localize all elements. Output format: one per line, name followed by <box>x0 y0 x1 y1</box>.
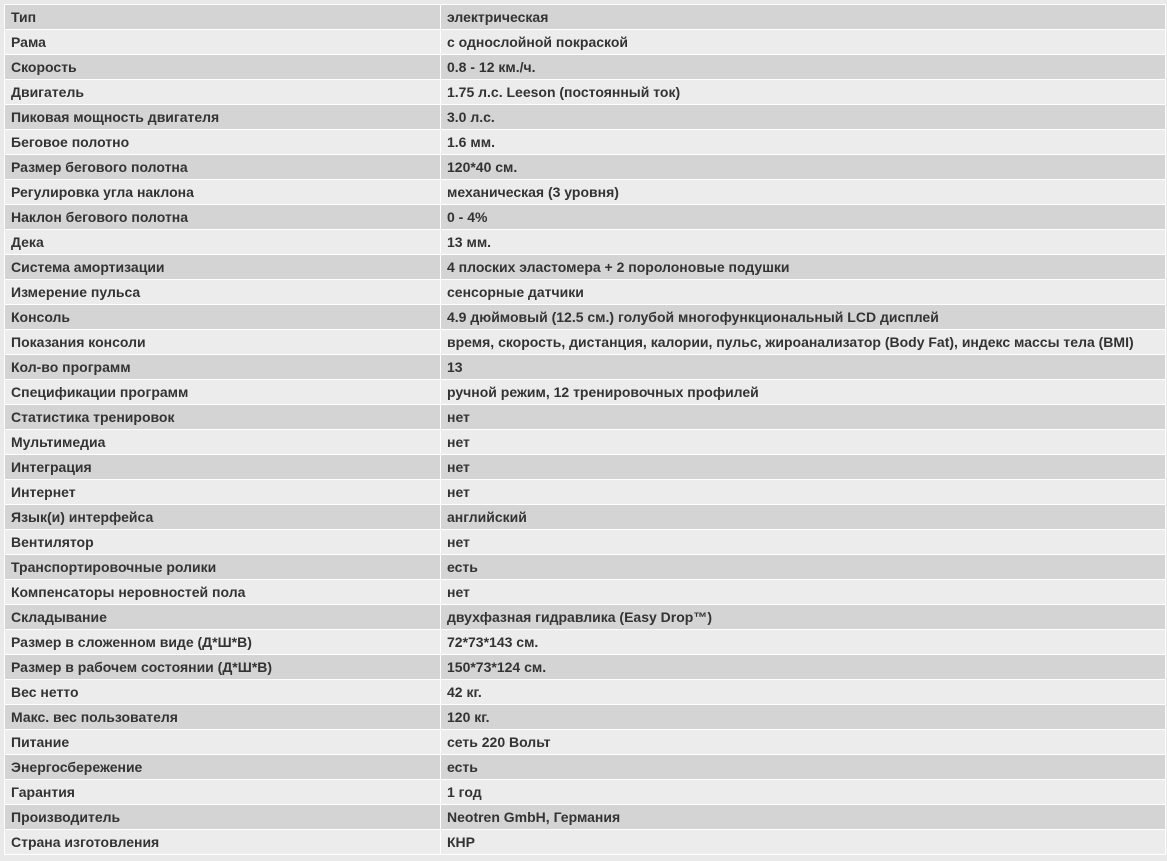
spec-label: Кол-во программ <box>5 355 441 380</box>
spec-row <box>5 480 1166 505</box>
spec-value: 150*73*124 см. <box>441 655 1166 680</box>
spec-label: Система амортизации <box>5 255 441 280</box>
spec-value: 120 кг. <box>441 705 1166 730</box>
spec-value: есть <box>441 555 1166 580</box>
spec-row <box>5 5 1166 30</box>
spec-label: Пиковая мощность двигателя <box>5 105 441 130</box>
spec-label: Язык(и) интерфейса <box>5 505 441 530</box>
spec-value: КНР <box>441 830 1166 855</box>
spec-row <box>5 430 1166 455</box>
spec-value: 4 плоских эластомера + 2 поролоновые подушки <box>441 255 1166 280</box>
spec-label: Питание <box>5 730 441 755</box>
specifications-table <box>4 4 1166 855</box>
spec-row <box>5 505 1166 530</box>
spec-value: 3.0 л.с. <box>441 105 1166 130</box>
spec-label: Транспортировочные ролики <box>5 555 441 580</box>
spec-row <box>5 80 1166 105</box>
spec-row <box>5 780 1166 805</box>
spec-label: Тип <box>5 5 441 30</box>
spec-row <box>5 455 1166 480</box>
spec-label: Рама <box>5 30 441 55</box>
spec-label: Интеграция <box>5 455 441 480</box>
spec-label: Энергосбережение <box>5 755 441 780</box>
spec-row <box>5 680 1166 705</box>
spec-label: Регулировка угла наклона <box>5 180 441 205</box>
spec-row <box>5 405 1166 430</box>
spec-label: Компенсаторы неровностей пола <box>5 580 441 605</box>
spec-label: Интернет <box>5 480 441 505</box>
spec-label: Спецификации программ <box>5 380 441 405</box>
spec-value: 1.75 л.с. Leeson (постоянный ток) <box>441 80 1166 105</box>
spec-row <box>5 105 1166 130</box>
spec-row <box>5 130 1166 155</box>
spec-row <box>5 805 1166 830</box>
spec-label: Мультимедиа <box>5 430 441 455</box>
spec-row <box>5 230 1166 255</box>
spec-value: сенсорные датчики <box>441 280 1166 305</box>
spec-value: время, скорость, дистанция, калории, пульс, жироанализатор (Body Fat), индекс массы тела (BMI) <box>441 330 1166 355</box>
spec-label: Гарантия <box>5 780 441 805</box>
spec-value: электрическая <box>441 5 1166 30</box>
spec-value: 0 - 4% <box>441 205 1166 230</box>
spec-row <box>5 755 1166 780</box>
spec-label: Складывание <box>5 605 441 630</box>
spec-value: 1 год <box>441 780 1166 805</box>
spec-value: английский <box>441 505 1166 530</box>
spec-label: Макс. вес пользователя <box>5 705 441 730</box>
spec-value: 72*73*143 см. <box>441 630 1166 655</box>
spec-row <box>5 555 1166 580</box>
spec-value: нет <box>441 455 1166 480</box>
spec-value: есть <box>441 755 1166 780</box>
spec-label: Вентилятор <box>5 530 441 555</box>
spec-row <box>5 630 1166 655</box>
spec-label: Размер бегового полотна <box>5 155 441 180</box>
spec-row <box>5 580 1166 605</box>
spec-label: Размер в сложенном виде (Д*Ш*В) <box>5 630 441 655</box>
spec-value: 1.6 мм. <box>441 130 1166 155</box>
spec-value: механическая (3 уровня) <box>441 180 1166 205</box>
spec-value: нет <box>441 430 1166 455</box>
spec-row <box>5 530 1166 555</box>
spec-row <box>5 330 1166 355</box>
spec-value: 4.9 дюймовый (12.5 см.) голубой многофункциональный LCD дисплей <box>441 305 1166 330</box>
spec-label: Двигатель <box>5 80 441 105</box>
spec-value: нет <box>441 580 1166 605</box>
spec-label: Скорость <box>5 55 441 80</box>
spec-label: Производитель <box>5 805 441 830</box>
spec-label: Консоль <box>5 305 441 330</box>
spec-value: 13 мм. <box>441 230 1166 255</box>
spec-row <box>5 280 1166 305</box>
spec-value: с однослойной покраской <box>441 30 1166 55</box>
spec-row <box>5 655 1166 680</box>
spec-value: 120*40 см. <box>441 155 1166 180</box>
spec-value: 0.8 - 12 км./ч. <box>441 55 1166 80</box>
spec-row <box>5 155 1166 180</box>
spec-row <box>5 305 1166 330</box>
spec-label: Дека <box>5 230 441 255</box>
spec-value: двухфазная гидравлика (Easy Drop™) <box>441 605 1166 630</box>
spec-row <box>5 55 1166 80</box>
spec-value: Neotren GmbH, Германия <box>441 805 1166 830</box>
spec-row <box>5 255 1166 280</box>
spec-value: ручной режим, 12 тренировочных профилей <box>441 380 1166 405</box>
spec-row <box>5 705 1166 730</box>
spec-value: 13 <box>441 355 1166 380</box>
spec-label: Статистика тренировок <box>5 405 441 430</box>
spec-label: Страна изготовления <box>5 830 441 855</box>
spec-label: Вес нетто <box>5 680 441 705</box>
spec-label: Измерение пульса <box>5 280 441 305</box>
spec-label: Размер в рабочем состоянии (Д*Ш*В) <box>5 655 441 680</box>
spec-label: Показания консоли <box>5 330 441 355</box>
spec-value: сеть 220 Вольт <box>441 730 1166 755</box>
spec-row <box>5 830 1166 855</box>
spec-value: нет <box>441 405 1166 430</box>
spec-row <box>5 605 1166 630</box>
spec-row <box>5 205 1166 230</box>
spec-row <box>5 180 1166 205</box>
specifications-table-body <box>5 5 1166 855</box>
spec-row <box>5 730 1166 755</box>
spec-label: Наклон бегового полотна <box>5 205 441 230</box>
spec-label: Беговое полотно <box>5 130 441 155</box>
spec-row <box>5 380 1166 405</box>
spec-row <box>5 30 1166 55</box>
spec-value: нет <box>441 530 1166 555</box>
spec-value: нет <box>441 480 1166 505</box>
spec-value: 42 кг. <box>441 680 1166 705</box>
spec-row <box>5 355 1166 380</box>
